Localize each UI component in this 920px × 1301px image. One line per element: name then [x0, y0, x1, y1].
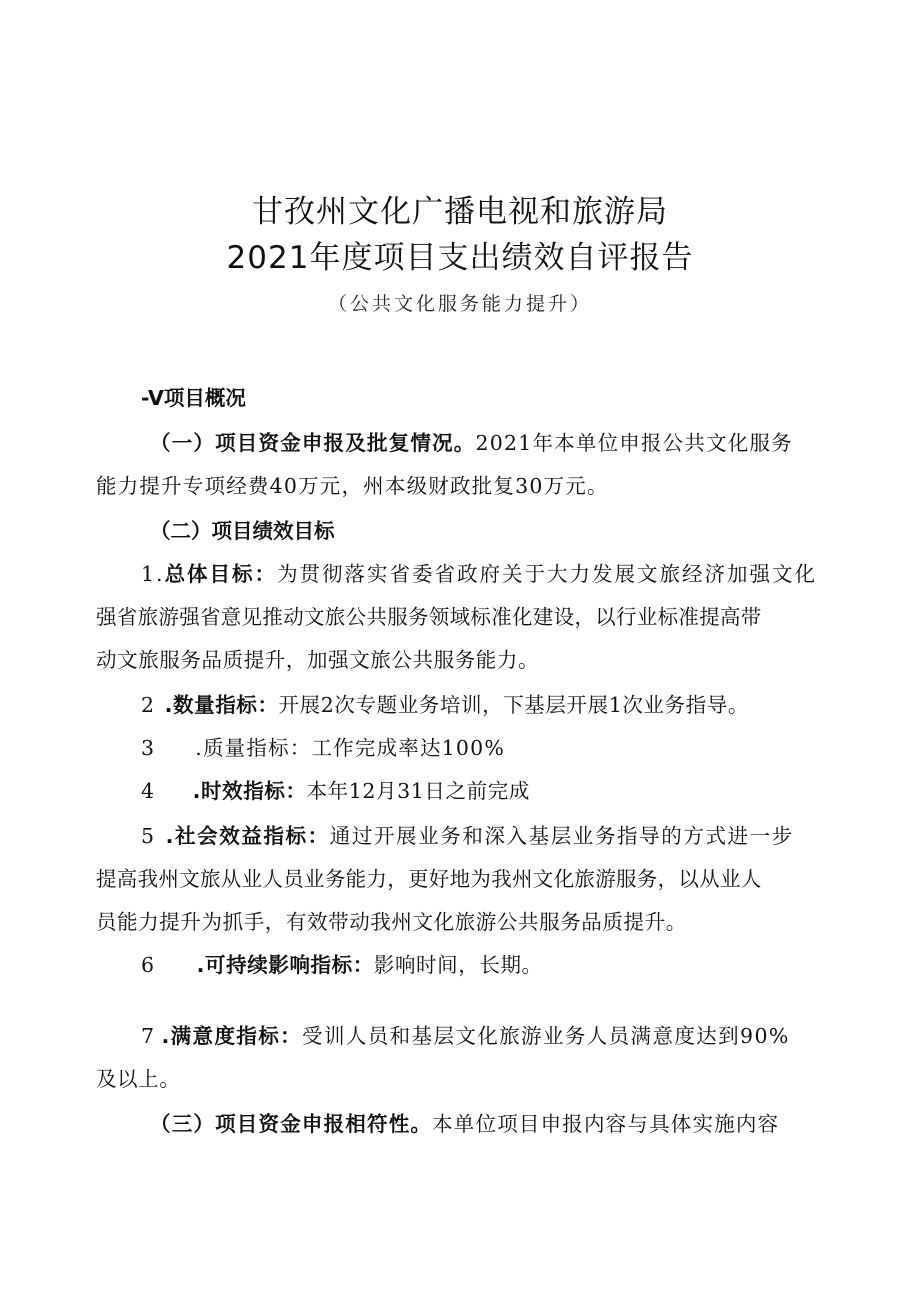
paragraph-text: 2021年本单位申报公共文化服务	[475, 431, 793, 455]
paragraph-funding-application	[150, 428, 793, 458]
document-title-line-1: 甘孜州文化广播电视和旅游局	[252, 194, 668, 230]
goal-number: 1.	[141, 562, 165, 586]
goal-number: 6	[141, 953, 155, 977]
goal-text: 本年12月31日之前完成	[306, 779, 530, 803]
goal-number: 7	[141, 1024, 156, 1048]
goal-6-sustainability	[141, 950, 543, 980]
section-heading-text: -V项目概况	[141, 386, 246, 410]
goal-text: 开展2次专题业务培训，下基层开展1次业务指导。	[278, 693, 749, 717]
goal-label: .社会效益指标：	[165, 824, 330, 848]
paragraph-funding-consistency	[150, 1109, 779, 1139]
goal-text: 提高我州文旅从业人员业务能力，更好地为我州文化旅游服务，以从业人	[96, 867, 762, 891]
section-heading-overview	[141, 383, 246, 413]
goal-text: 动文旅服务品质提升，加强文旅公共服务能力。	[96, 648, 540, 672]
goal-number: 4	[141, 779, 155, 803]
paragraph-text: 能力提升专项经费40万元，州本级财政批复30万元。	[96, 474, 609, 498]
goal-2-quantity	[141, 690, 749, 720]
subheading-funding-consistency: （三）项目资金申报相符性。	[150, 1112, 433, 1136]
goal-1-overall	[141, 559, 817, 589]
goal-3-quality	[141, 733, 505, 763]
goal-text: 通过开展业务和深入基层业务指导的方式进一步	[329, 824, 794, 848]
goal-text: 受训人员和基层文化旅游业务人员满意度达到90%	[302, 1024, 790, 1048]
goal-text: 为贯彻落实省委省政府关于大力发展文旅经济加强文化	[277, 562, 818, 586]
paragraph-line	[96, 864, 762, 894]
goal-label: .数量指标：	[164, 693, 279, 717]
goal-label: .可持续影响指标：	[196, 953, 374, 977]
goal-text: 员能力提升为抓手，有效带动我州文化旅游公共服务品质提升。	[96, 910, 687, 934]
goal-5-social-benefit	[141, 821, 794, 851]
goal-number: 3	[141, 736, 156, 760]
goal-4-timeliness	[141, 776, 530, 806]
goal-label: 总体目标：	[164, 562, 278, 586]
goal-number: 2	[141, 693, 155, 717]
paragraph-line	[96, 907, 687, 937]
goal-number: 5	[141, 824, 156, 848]
goal-7-satisfaction	[141, 1021, 790, 1051]
goal-text: 影响时间，长期。	[373, 953, 543, 977]
goal-text: 及以上。	[96, 1067, 181, 1091]
paragraph-text: 本单位项目申报内容与具体实施内容	[432, 1112, 780, 1136]
paragraph-line	[96, 1064, 180, 1094]
subheading-funding-application: （一）项目资金申报及批复情况。	[150, 431, 476, 455]
paragraph-line	[96, 471, 609, 501]
document-title-line-2: 2021年度项目支出绩效自评报告	[226, 240, 694, 276]
paragraph-line	[96, 602, 762, 632]
subheading-performance-goals	[150, 516, 335, 546]
document-subtitle: （公共文化服务能力提升）	[327, 293, 592, 315]
goal-label: .满意度指标：	[161, 1024, 303, 1048]
subheading-text: （二）项目绩效目标	[150, 519, 335, 543]
goal-text: 强省旅游强省意见推动文旅公共服务领域标准化建设，以行业标准提高带	[96, 605, 762, 629]
paragraph-line	[96, 645, 539, 675]
goal-text: .质量指标：工作完成率达100%	[195, 736, 506, 760]
goal-label: .时效指标：	[192, 779, 307, 803]
